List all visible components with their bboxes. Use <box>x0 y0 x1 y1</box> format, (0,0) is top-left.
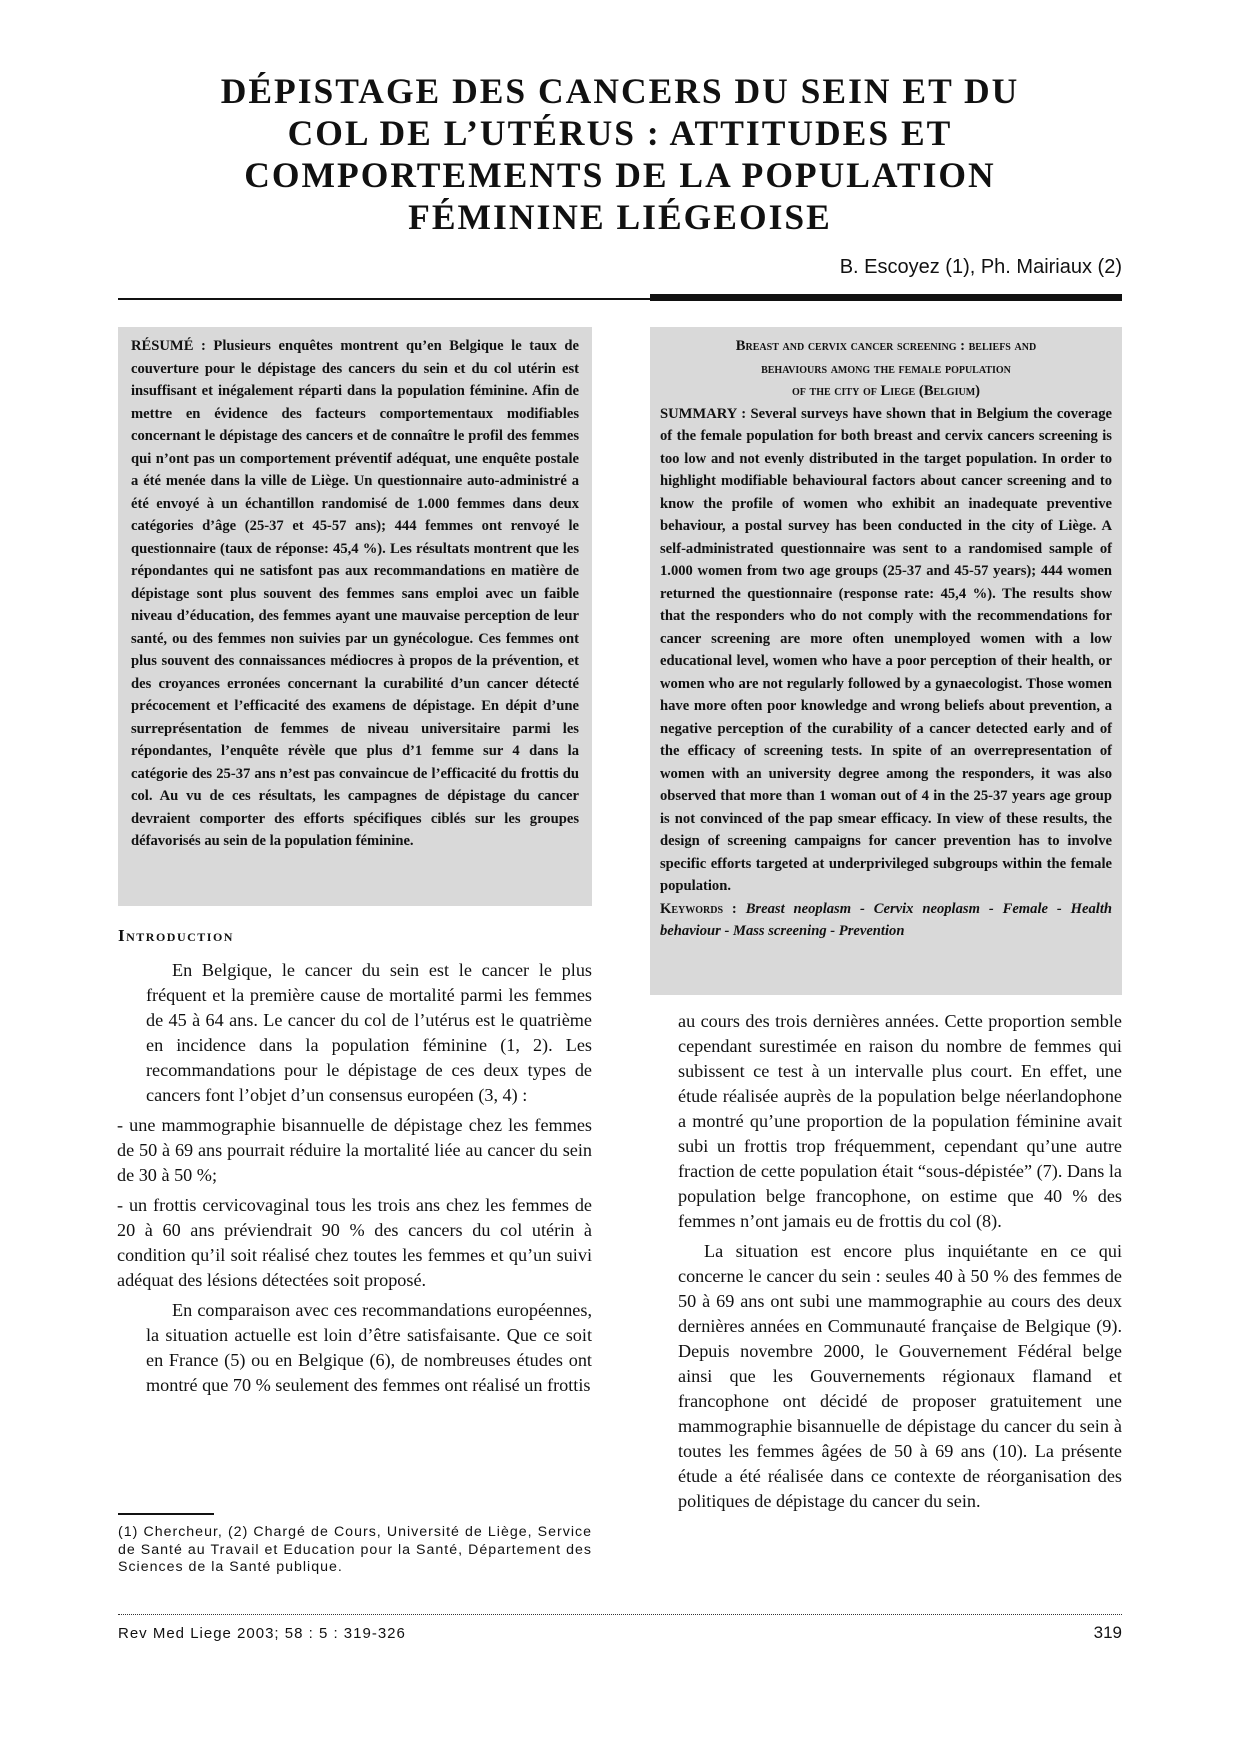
body-column-left <box>117 958 592 1403</box>
title-line: COMPORTEMENTS DE LA POPULATION <box>244 155 996 195</box>
english-title-line: behaviours among the female population <box>761 360 1011 377</box>
english-title-line: of the city of Liege (Belgium) <box>791 383 980 399</box>
body-paragraph: La situation est encore plus inquiétante en ce qui concerne le cancer du sein : seules 40 à 50 % des femmes de 50 à 69 ans ont subi une mammographie au cours des deux dernières années en Communauté française de Belgique (9). Depuis novembre 2000, le Gouvernement Fédéral belge ainsi que les Gouvernements régionaux flamand et francophone ont décidé de proposer gratuitement une mammographie bisannuelle de dépistage du cancer du sein à toutes les femmes âgées de 50 à 69 ans (10). La présente étude a été réalisée dans ce contexte de réorganisation des politiques de dépistage du cancer du sein. <box>678 1241 1122 1511</box>
keywords-list: Breast neoplasm - Cervix neoplasm - Female - Health behaviour - Mass screening - Prevention <box>660 900 1112 939</box>
page-number: 319 <box>1093 1623 1122 1642</box>
body-paragraph: au cours des trois dernières années. Cette proportion semble cependant surestimée en raison du nombre de femmes qui subissent ce test à un intervalle plus court. En effet, une étude réalisée auprès de la population belge néerlandophone a montré qu’une proportion de la population féminine avait subi un frottis trop fréquemment, cependant qu’une autre fraction de cette population était “sous-dépistée” (7). Dans la population belge francophone, on estime que 40 % des femmes n’ont jamais eu de frottis du col (8). <box>678 1011 1122 1231</box>
body-paragraph: - un frottis cervicovaginal tous les trois ans chez les femmes de 20 à 60 ans préviendrait 90 % des cancers du col utérin à condition qu’il soit réalisé chez toutes les femmes et qu’un suivi adéquat des lésions détectées soit proposé. <box>117 1195 592 1290</box>
title-line: COL DE L’UTÉRUS : ATTITUDES ET <box>287 113 953 153</box>
footer-rule <box>118 1614 1122 1615</box>
footnote: (1) Chercheur, (2) Chargé de Cours, Université de Liège, Service de Santé au Travail et Education pour la Santé, Département des Sciences de la Santé publique. <box>118 1524 592 1575</box>
keywords <box>660 898 1112 943</box>
section-heading-introduction: Introduction <box>118 926 234 945</box>
abstract-english-text: SUMMARY : Several surveys have shown that in Belgium the coverage of the female population for both breast and cervix cancers screening is too low and not evenly distributed in the target population. In order to highlight modifiable behavioural factors about cancer screening and to know the profile of women who exhibit an inadequate preventive behaviour, a postal survey has been conducted in the city of Liège. A self-administrated questionnaire was sent to a randomised sample of 1.000 women from two age groups (25-37 and 45-57 years); 444 women returned the questionnaire (response rate: 45,4 %). The results show that the responders who do not comply with the recommendations for cancer screening are more often unemployed women with a low educational level, women who have a poor perception of their health, or women who are not regularly followed by a gynaecologist. Those women have more often poor knowledge and wrong beliefs about prevention, a negative perception of the curability of a cancer detected early and of the efficacy of screening tests. In spite of an overrepresentation of women with an university degree among the responders, it was also observed that more than 1 woman out of 4 in the 25-37 years age group is not convinced of the pap smear efficacy. In view of these results, the design of screening campaigns for cancer prevention has to involve specific efforts targeted at underprivileged subgroups within the female population. <box>660 405 1112 894</box>
footnote-rule <box>118 1513 214 1515</box>
english-title-line: Breast and cervix cancer screening : beliefs and <box>735 338 1037 354</box>
author-list: B. Escoyez (1), Ph. Mairiaux (2) <box>839 256 1122 278</box>
body-paragraph: En Belgique, le cancer du sein est le cancer le plus fréquent et la première cause de mortalité parmi les femmes de 45 à 64 ans. Le cancer du col de l’utérus est le quatrième en incidence dans la population féminine (1, 2). Les recommandations pour le dépistage de ces deux types de cancers font l’objet d’un consensus européen (3, 4) : <box>146 960 592 1105</box>
body-column-right <box>678 1009 1122 1519</box>
header-rule-thick <box>650 294 1122 301</box>
keywords-label: Keywords : <box>660 900 737 917</box>
body-paragraph: - une mammographie bisannuelle de dépistage chez les femmes de 50 à 69 ans pourrait réduire la mortalité liée au cancer du sein de 30 à 50 %; <box>117 1115 592 1185</box>
abstract-french-text: RÉSUMÉ : Plusieurs enquêtes montrent qu’en Belgique le taux de couverture pour le dépistage des cancers du sein et du col utérin est insuffisant et inégalement réparti dans la population féminine. Afin de mettre en évidence des facteurs comportementaux modifiables concernant le dépistage des cancers et de connaître le profil des femmes qui n’ont pas un comportement préventif adéquat, une enquête postale a été menée dans la ville de Liège. Un questionnaire auto-administré a été envoyé à un échantillon randomisé de 1.000 femmes dans deux catégories d’âge (25-37 et 45-57 ans); 444 femmes ont renvoyé le questionnaire (taux de réponse: 45,4 %). Les résultats montrent que les répondantes qui ne satisfont pas aux recommandations en matière de dépistage sont plus souvent des femmes sans emploi avec un faible niveau d’éducation, des femmes ayant une mauvaise perception de leur santé, ou des femmes non suivies par un gynécologue. Ces femmes ont plus souvent des connaissances médiocres à propos de la prévention, et des croyances erronées concernant la curabilité d’un cancer détecté précocement et l’efficacité des examens de dépistage. En dépit d’une surreprésentation de femmes de niveau universitaire parmi les répondantes, l’enquête révèle que plus d’1 femme sur 4 dans la catégorie des 25-37 ans n’est pas convaincue de l’efficacité du frottis du col. Au vu de ces résultats, les campagnes de dépistage du cancer devraient comporter des efforts spécifiques ciblés sur les groupes défavorisés au sein de la population féminine. <box>131 338 579 849</box>
title-line: DÉPISTAGE DES CANCERS DU SEIN ET DU <box>220 71 1020 111</box>
abstract-english <box>650 327 1122 995</box>
journal-citation: Rev Med Liege 2003; 58 : 5 : 319-326 <box>118 1625 406 1642</box>
article-title <box>120 70 1120 238</box>
body-paragraph: En comparaison avec ces recommandations européennes, la situation actuelle est loin d’être satisfaisante. Que ce soit en France (5) ou en Belgique (6), de nombreuses études ont montré que 70 % seulement des femmes ont réalisé un frottis <box>146 1300 592 1395</box>
english-title <box>660 335 1112 403</box>
title-line: FÉMININE LIÉGEOISE <box>408 197 832 237</box>
abstract-french <box>118 327 592 906</box>
